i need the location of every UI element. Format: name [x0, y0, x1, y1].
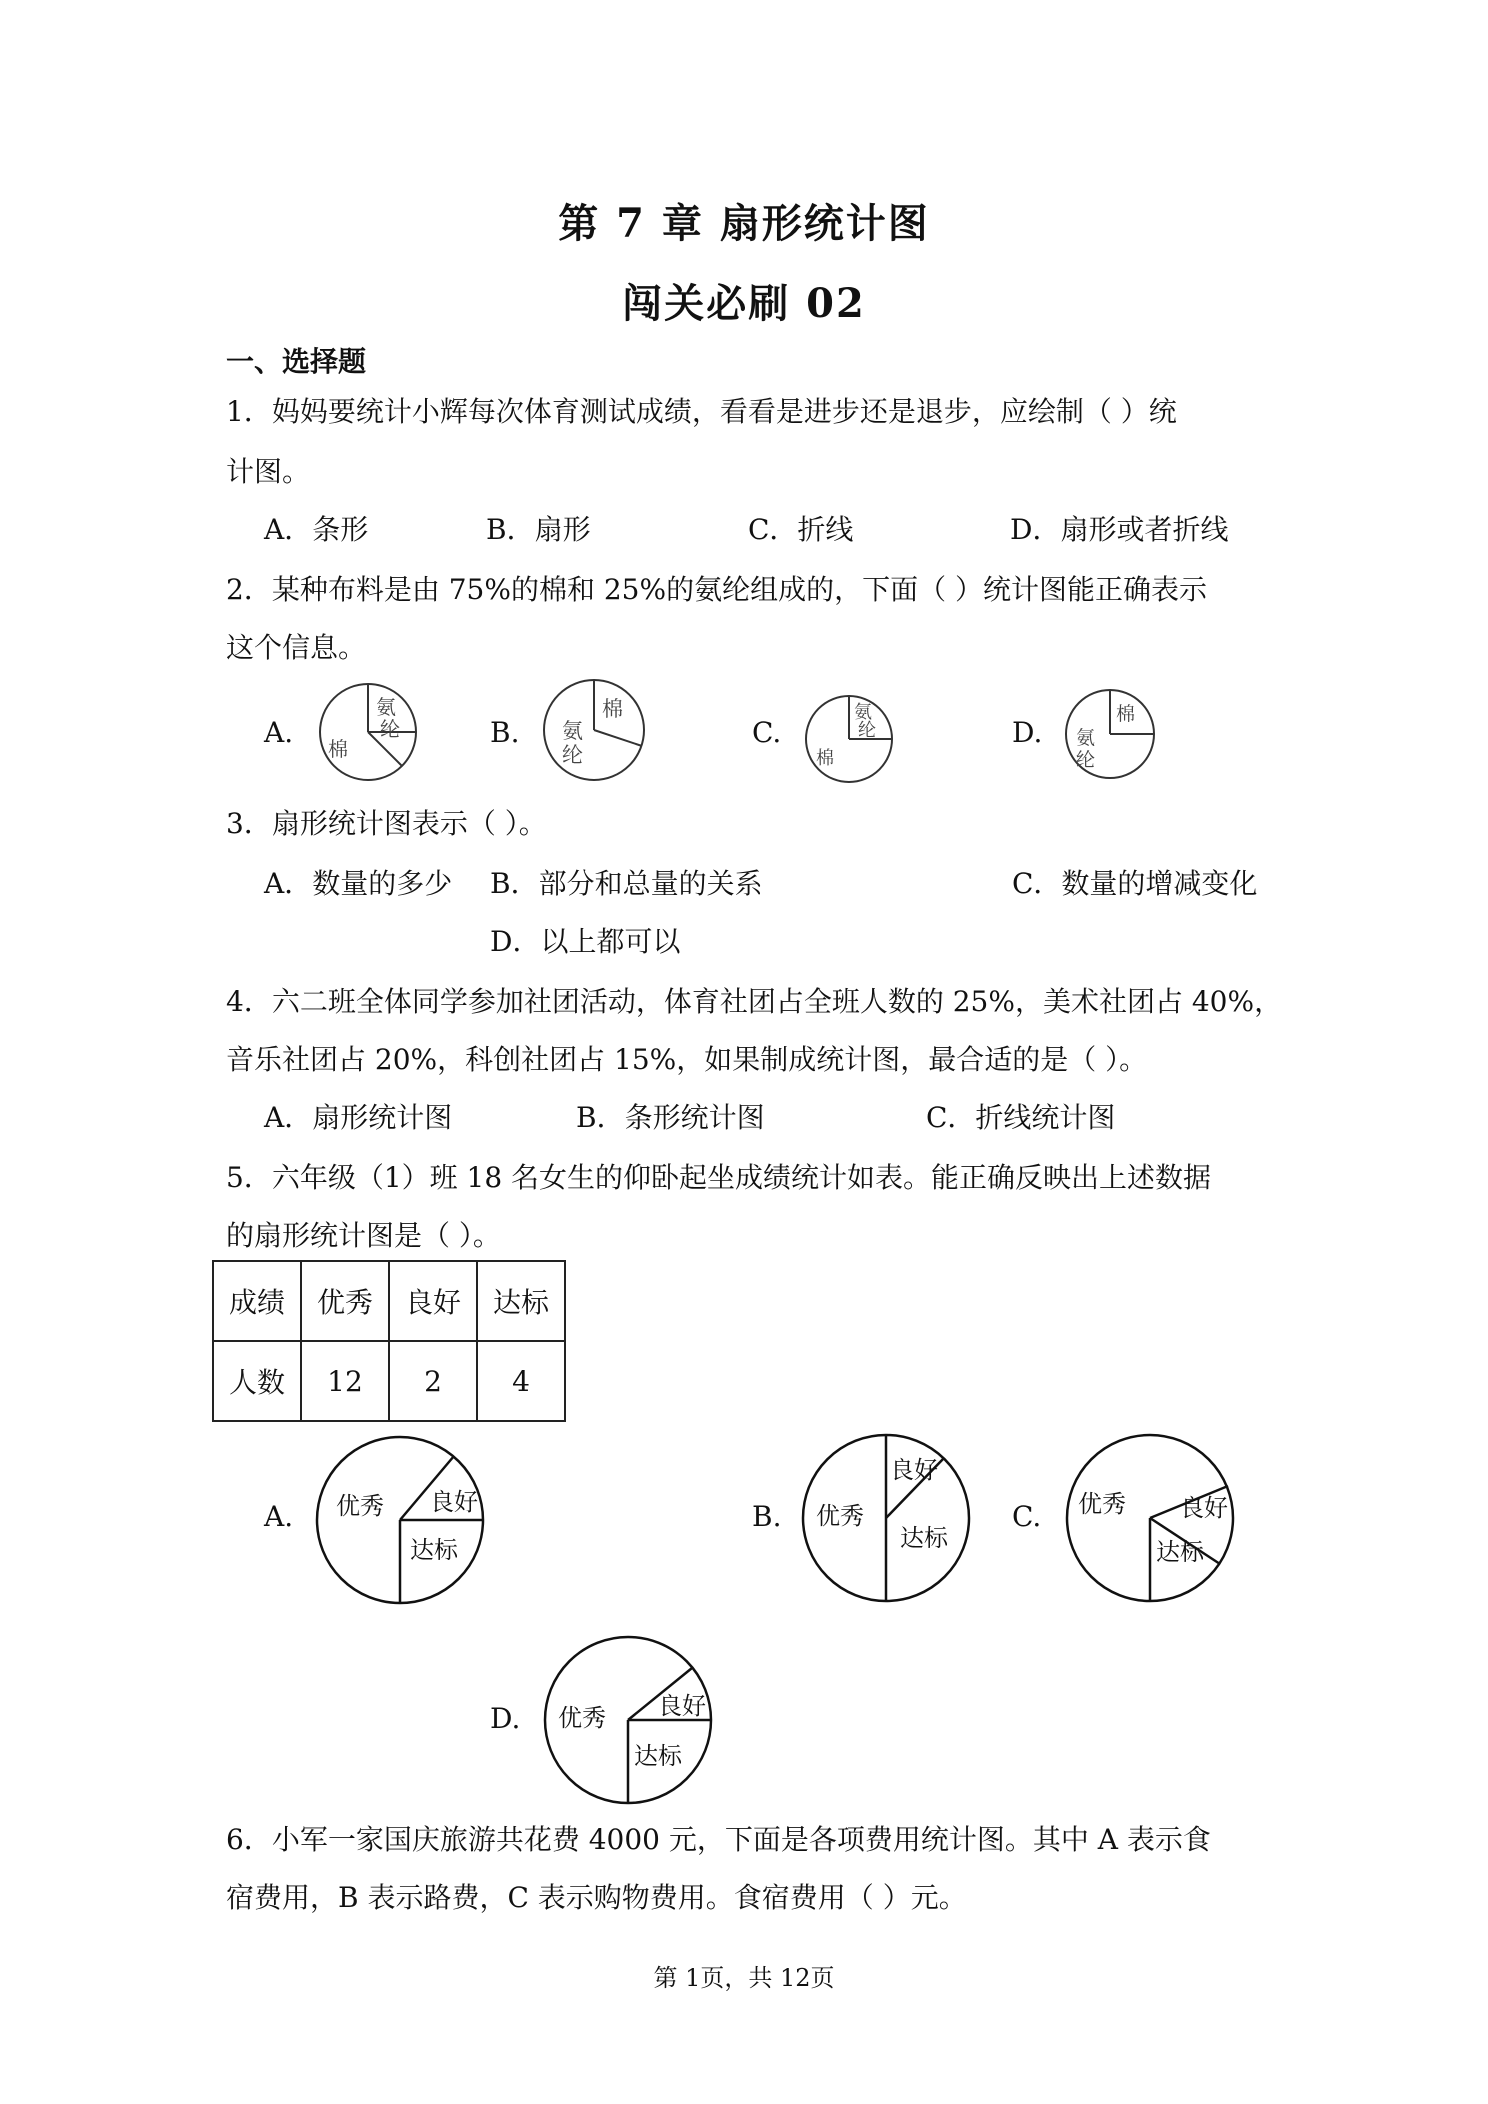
q2-pie-b-label-spandex-bottom: 纶: [562, 743, 583, 767]
q2-text-line1: 2．某种布料是由 75%的棉和 25%的氨纶组成的，下面（ ）统计图能正确表示: [226, 573, 1207, 606]
q3-option-b[interactable]: B．部分和总量的关系: [490, 867, 763, 900]
q5-pie-d-label-excellent: 优秀: [558, 1704, 606, 1732]
section-heading: 一、选择题: [226, 345, 367, 378]
q2-pie-a-label-spandex-bottom: 纶: [380, 717, 400, 741]
q2-pie-c-label-cotton: 棉: [816, 748, 834, 769]
q1-option-a[interactable]: A．条形: [264, 513, 369, 546]
q6-text-line1: 6．小军一家国庆旅游共花费 4000 元，下面是各项费用统计图。其中 A 表示食: [226, 1823, 1211, 1856]
q3-option-d[interactable]: D．以上都可以: [490, 925, 681, 958]
q2-pie-d-label-spandex-top: 氨: [1076, 727, 1096, 749]
page-title: 第 7 章 扇形统计图: [558, 200, 930, 247]
q5-pie-c: [1064, 1432, 1236, 1604]
q5-pie-a-label-pass: 达标: [410, 1536, 458, 1564]
q5-pie-b-label-excellent: 优秀: [816, 1502, 864, 1530]
q5-pie-b-label-good: 良好: [890, 1456, 938, 1484]
q2-pie-b-label-cotton: 棉: [602, 697, 623, 721]
q2-option-c[interactable]: C.: [752, 716, 782, 749]
q5-text-line1: 5．六年级（1）班 18 名女生的仰卧起坐成绩统计如表。能正确反映出上述数据: [226, 1161, 1212, 1194]
table-cell: 良好: [389, 1261, 477, 1341]
q5-option-a[interactable]: A.: [264, 1500, 294, 1533]
q5-pie-a-label-good: 良好: [430, 1488, 478, 1516]
q2-pie-d: [1062, 686, 1158, 782]
q2-pie-c-label-spandex-bottom: 纶: [858, 720, 876, 741]
q4-text-line2: 音乐社团占 20%，科创社团占 15%，如果制成统计图，最合适的是（ ）。: [226, 1043, 1148, 1076]
q5-option-b[interactable]: B.: [752, 1500, 782, 1533]
q4-option-c[interactable]: C．折线统计图: [926, 1101, 1116, 1134]
q2-pie-b: [540, 676, 648, 784]
table-cell: 2: [389, 1341, 477, 1421]
q5-pie-c-label-pass: 达标: [1156, 1538, 1204, 1566]
q5-pie-a: [314, 1434, 486, 1606]
q3-text-line1: 3．扇形统计图表示（ ）。: [226, 807, 547, 840]
q2-text-line2: 这个信息。: [226, 631, 367, 664]
table-cell: 12: [301, 1341, 389, 1421]
q2-option-d[interactable]: D.: [1012, 716, 1043, 749]
q4-text-line1: 4．六二班全体同学参加社团活动，体育社团占全班人数的 25%，美术社团占 40%，: [226, 985, 1283, 1018]
q1-option-d[interactable]: D．扇形或者折线: [1010, 513, 1229, 546]
q2-pie-a: [316, 680, 420, 784]
table-cell: 优秀: [301, 1261, 389, 1341]
table-cell: 成绩: [213, 1261, 301, 1341]
q2-pie-b-label-spandex-top: 氨: [562, 719, 583, 743]
page-footer: 第 1页，共 12页: [653, 1964, 835, 1992]
q2-pie-d-label-cotton: 棉: [1116, 703, 1136, 725]
q6-text-line2: 宿费用，B 表示路费，C 表示购物费用。食宿费用（ ）元。: [226, 1881, 967, 1914]
page-subtitle: 闯关必刷 02: [622, 280, 866, 327]
q1-option-b[interactable]: B．扇形: [486, 513, 591, 546]
q2-pie-c-label-spandex-top: 氨: [854, 702, 872, 723]
q1-text-line1: 1．妈妈要统计小辉每次体育测试成绩，看看是进步还是退步，应绘制（ ）统: [226, 395, 1177, 428]
q4-option-b[interactable]: B．条形统计图: [576, 1101, 765, 1134]
q5-text-line2: 的扇形统计图是（ ）。: [226, 1219, 501, 1252]
q5-option-d[interactable]: D.: [490, 1702, 521, 1735]
q5-pie-b-label-pass: 达标: [900, 1524, 948, 1552]
q3-option-c[interactable]: C．数量的增减变化: [1012, 867, 1258, 900]
table-cell: 4: [477, 1341, 565, 1421]
q5-pie-b: [800, 1432, 972, 1604]
q2-pie-d-label-spandex-bottom: 纶: [1076, 749, 1096, 771]
q2-pie-a-label-spandex-top: 氨: [376, 695, 396, 719]
q5-pie-c-label-good: 良好: [1180, 1494, 1228, 1522]
q3-option-a[interactable]: A．数量的多少: [264, 867, 453, 900]
table-cell: 人数: [213, 1341, 301, 1421]
table-row: [213, 1341, 565, 1421]
q5-pie-d-label-good: 良好: [658, 1692, 706, 1720]
table-cell: 达标: [477, 1261, 565, 1341]
q5-pie-d: [542, 1634, 714, 1806]
table-row: [213, 1261, 565, 1341]
q2-pie-a-label-cotton: 棉: [328, 737, 348, 761]
q1-option-c[interactable]: C．折线: [748, 513, 854, 546]
q5-option-c[interactable]: C.: [1012, 1500, 1042, 1533]
q1-text-line2: 计图。: [226, 455, 311, 488]
q2-option-b[interactable]: B.: [490, 716, 520, 749]
q4-option-a[interactable]: A．扇形统计图: [264, 1101, 453, 1134]
q2-pie-c: [802, 692, 896, 786]
q5-pie-c-label-excellent: 优秀: [1078, 1490, 1126, 1518]
q5-score-table: [212, 1260, 566, 1422]
q5-pie-a-label-excellent: 优秀: [336, 1492, 384, 1520]
q5-pie-d-label-pass: 达标: [634, 1742, 682, 1770]
q2-option-a[interactable]: A.: [264, 716, 294, 749]
